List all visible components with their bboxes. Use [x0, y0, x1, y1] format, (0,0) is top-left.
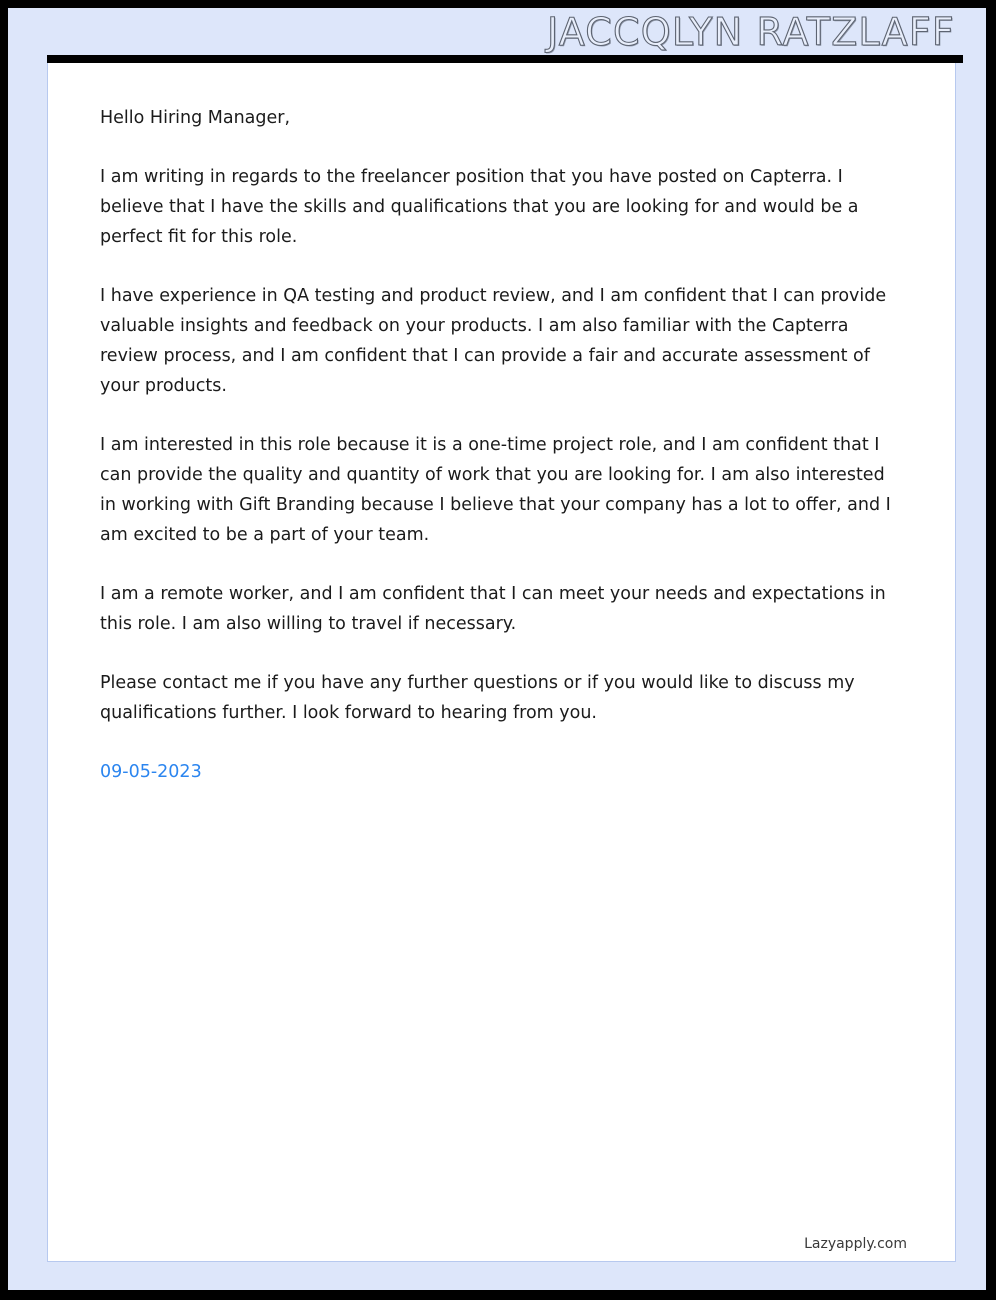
- letter-paragraph-4: I am a remote worker, and I am confident that I can meet your needs and expectations in this role. I am also willing to travel if necessary.: [100, 584, 886, 634]
- letter-card: [47, 63, 956, 1262]
- letter-body: [100, 103, 911, 787]
- footer-watermark: Lazyapply.com: [804, 1236, 907, 1252]
- letter-header: [8, 8, 986, 55]
- letter-paragraph-2: I have experience in QA testing and product review, and I am confident that I can provide valuable insights and feedback on your products. I am also familiar with the Capterra review process, and I am confident that I can provide a fair and accurate assessment of your products.: [100, 286, 887, 396]
- header-divider-rule: [47, 55, 963, 63]
- page-canvas: [8, 8, 986, 1290]
- letter-date: 09-05-2023: [100, 762, 202, 782]
- letter-salutation: Hello Hiring Manager,: [100, 108, 291, 128]
- letter-paragraph-1: I am writing in regards to the freelancer position that you have posted on Capterra. I believe that I have the skills and qualifications that you are looking for and would be a perfect fit for this role.: [100, 167, 859, 247]
- letter-paragraph-3: I am interested in this role because it is a one-time project role, and I am confident that I can provide the quality and quantity of work that you are looking for. I am also interested in working with Gift Branding because I believe that your company has a lot to offer, and I am excited to be a part of your team.: [100, 435, 891, 545]
- applicant-name: JACCQLYN RATZLAFF: [547, 9, 955, 54]
- letter-paragraph-5: Please contact me if you have any further questions or if you would like to discuss my qualifications further. I look forward to hearing from you.: [100, 673, 855, 723]
